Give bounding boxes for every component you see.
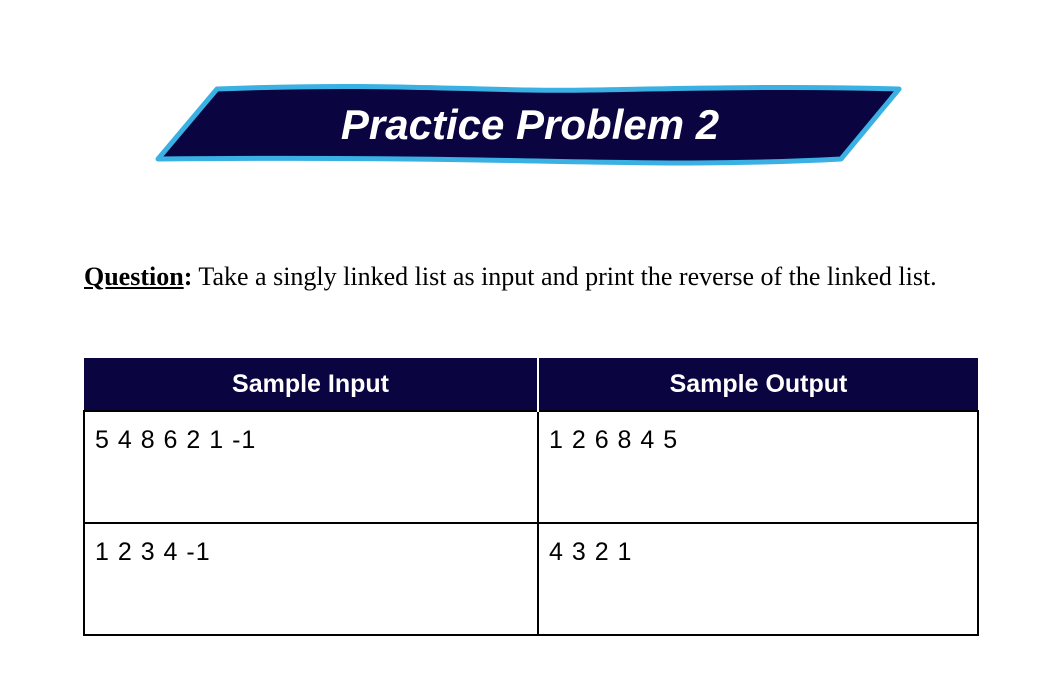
sample-output-cell: 1 2 6 8 4 5 — [538, 411, 978, 523]
table-row — [84, 523, 978, 635]
sample-input-cell: 5 4 8 6 2 1 -1 — [84, 411, 538, 523]
table-row — [84, 411, 978, 523]
page-title: Practice Problem 2 — [340, 101, 720, 148]
question-colon: : — [183, 262, 193, 291]
header-sample-input: Sample Input — [84, 358, 538, 411]
sample-input-cell: 1 2 3 4 -1 — [84, 523, 538, 635]
question-text — [84, 260, 1024, 294]
question-label: Question — [84, 262, 184, 291]
title-banner — [150, 80, 910, 172]
sample-output-cell: 4 3 2 1 — [538, 523, 978, 635]
question-body: Take a singly linked list as input and print the reverse of the linked list. — [192, 262, 937, 291]
table-header-row — [84, 358, 978, 411]
sample-table — [83, 358, 979, 636]
header-sample-output: Sample Output — [538, 358, 978, 411]
